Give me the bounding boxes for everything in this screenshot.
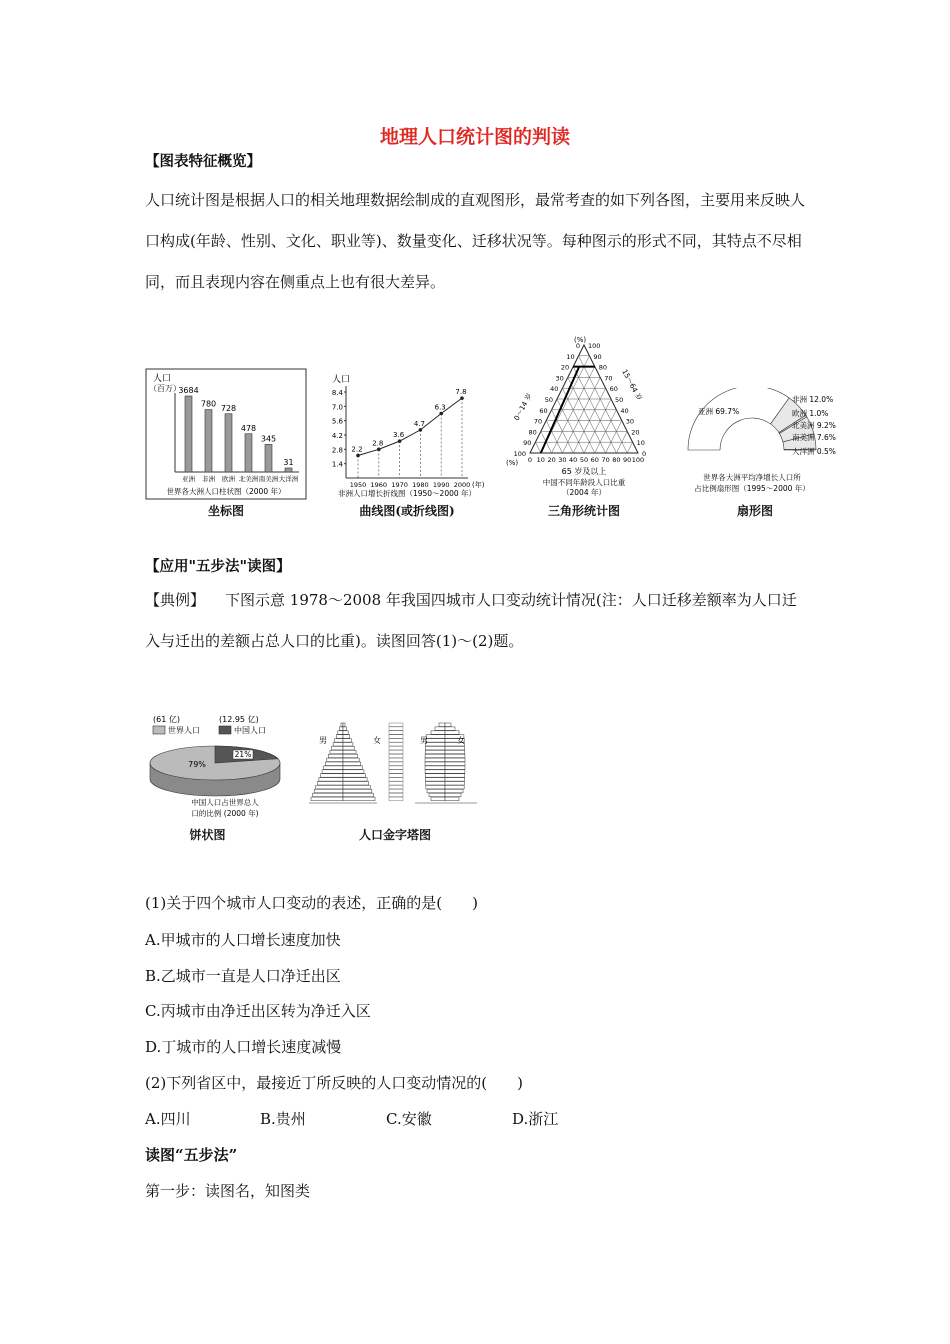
tri-tick-right-9: 10 xyxy=(636,439,645,448)
tri-tick-left-3: 30 xyxy=(555,374,564,383)
pyr2-female-bar-6 xyxy=(445,746,465,750)
tri-tick-bottom-3: 30 xyxy=(558,456,567,464)
overview-paragraph: 人口统计图是根据人口的相关地理数据绘制成的直观图形，最常考查的如下列各图，主要用来反映人口构成(年龄、性别、文化、职业等)、数量变化、迁移状况等。每种图示的形式不同，其特点不尽相同，而且表现内容在侧重点上也有很大差异。 xyxy=(145,191,806,291)
pyr2-female-bar-2 xyxy=(445,731,459,735)
tri-tick-bottom-0: 0 xyxy=(527,456,533,464)
pyr1-male-bar-10 xyxy=(325,762,343,766)
fan-label-0: 亚洲 69.7% xyxy=(698,407,740,416)
pyr-age-cell-11 xyxy=(389,766,403,770)
pyr1-male-bar-7 xyxy=(330,750,343,754)
q1-option-d: D.丁城市的人口增长速度减慢 xyxy=(145,1038,342,1056)
pyr2-male-bar-7 xyxy=(425,750,445,754)
pie-world-count: (61 亿) xyxy=(153,715,180,724)
line-ytick-0: 8.4 xyxy=(331,389,343,397)
tri-tick-left-0: 0 xyxy=(575,342,580,350)
triangle-title: 中国不同年龄段人口比重 xyxy=(542,478,626,487)
bar-category-5: 大洋洲 xyxy=(278,475,299,483)
line-ytick-4: 2.8 xyxy=(331,446,343,455)
pyr-age-cell-13 xyxy=(389,774,403,778)
pyr2-male-bar-9 xyxy=(425,758,445,762)
tri-grid-r-5 xyxy=(584,399,611,453)
pyr2-male-bar-10 xyxy=(425,762,445,766)
triangle-year: （2004 年） xyxy=(562,488,606,497)
bar-value-1: 780 xyxy=(200,399,217,409)
pyr1-female-bar-3 xyxy=(343,735,350,739)
pyr-age-cell-2 xyxy=(389,731,403,735)
fan-label-3: 北美洲 9.2% xyxy=(792,421,836,430)
pyr-age-cell-19 xyxy=(389,797,403,801)
pyr2-female-bar-17 xyxy=(445,789,463,793)
tri-tick-right-6: 40 xyxy=(620,406,629,415)
pyramid-chart xyxy=(305,713,490,813)
line-label-1: 2.8 xyxy=(372,439,384,448)
pyr1-male-bar-3 xyxy=(336,735,343,739)
pyr1-female-bar-0 xyxy=(343,723,345,727)
line-point-4 xyxy=(439,412,443,416)
fan-label-5: 大洋洲 0.5% xyxy=(792,447,836,456)
bar-category-3: 北美洲 xyxy=(238,475,259,483)
triangle-axis-left: 0～14 岁 xyxy=(512,392,534,422)
pyr1-female-bar-18 xyxy=(343,793,373,797)
fan-caption: 扇形图 xyxy=(736,504,773,518)
pyr-age-cell-1 xyxy=(389,727,403,731)
example-label: 【典例】 xyxy=(145,591,206,609)
line-ytick-2: 5.6 xyxy=(331,417,343,426)
pyr2-female-bar-18 xyxy=(445,793,461,797)
pyr1-male-bar-15 xyxy=(317,782,343,786)
line-xtick-3: 1980 xyxy=(412,481,429,489)
pyr2-male-bar-8 xyxy=(425,754,445,758)
pyr2-male-bar-3 xyxy=(426,735,445,739)
bar-caption: 坐标图 xyxy=(207,504,244,518)
q1-option-b: B.乙城市一直是人口净迁出区 xyxy=(145,967,341,985)
pyr2-male-bar-16 xyxy=(426,785,445,789)
pyr1-male-bar-16 xyxy=(316,785,343,789)
triangle-axis-right: 15～64 岁 xyxy=(620,368,644,403)
question-2: (2)下列省区中，最接近丁所反映的人口变动情况的( ) xyxy=(145,1074,523,1092)
pyr2-male-bar-4 xyxy=(426,739,445,743)
bar-value-5: 31 xyxy=(283,458,294,467)
pie-label-world: 79% xyxy=(188,760,206,769)
pie-caption: 饼状图 xyxy=(189,828,226,842)
pyr2-male-bar-13 xyxy=(425,774,445,778)
line-ytick-5: 1.4 xyxy=(331,460,343,469)
line-point-5 xyxy=(460,396,464,400)
tri-tick-right-10: 0 xyxy=(642,450,647,458)
pyr1-male-bar-18 xyxy=(313,793,343,797)
bar-3 xyxy=(245,434,252,472)
tri-grid-l-1 xyxy=(535,442,540,453)
line-xtick-2: 1970 xyxy=(391,481,408,489)
line-label-5: 7.8 xyxy=(455,388,467,397)
line-label-0: 2.2 xyxy=(351,445,363,454)
pie-legend-world: 世界人口 xyxy=(168,726,200,735)
line-xtick-5: 2000 xyxy=(453,481,471,489)
section-heading-overview: 【图表特征概览】 xyxy=(145,153,261,170)
tri-tick-right-4: 60 xyxy=(609,385,618,394)
fan-label-4: 南美洲 7.6% xyxy=(792,433,836,442)
bar-category-1: 非洲 xyxy=(202,475,215,483)
line-point-3 xyxy=(419,428,423,432)
pyr1-female-bar-17 xyxy=(343,789,372,793)
pyr-age-cell-12 xyxy=(389,770,403,774)
triangle-chart xyxy=(504,333,664,501)
line-caption: 曲线图(或折线图) xyxy=(359,504,455,518)
tri-tick-right-0: 100 xyxy=(588,342,601,350)
pyr2-female-bar-7 xyxy=(445,750,465,754)
question-1: (1)关于四个城市人口变动的表述，正确的是( ) xyxy=(145,894,478,912)
pyr-age-cell-15 xyxy=(389,782,403,786)
tri-tick-left-4: 40 xyxy=(550,385,559,394)
pie-legend-china: 中国人口 xyxy=(234,726,266,735)
tri-tick-left-8: 80 xyxy=(528,428,537,437)
pyr2-male-bar-2 xyxy=(431,731,445,735)
bar-ylabel: 人口 xyxy=(153,374,172,384)
pyr2-female-bar-8 xyxy=(445,754,465,758)
pyr2-female-bar-14 xyxy=(445,778,465,782)
fan-chart xyxy=(680,388,840,500)
pyr2-female-bar-0 xyxy=(445,723,451,727)
pyr1-male-bar-1 xyxy=(339,727,343,731)
tri-tick-right-7: 30 xyxy=(625,417,635,426)
line-ytick-3: 4.2 xyxy=(331,432,343,440)
tri-tick-bottom-6: 60 xyxy=(590,456,599,464)
pyr-age-cell-18 xyxy=(389,793,403,797)
pie-chart xyxy=(145,713,305,823)
pyr-age-cell-16 xyxy=(389,785,403,789)
pyr-age-cell-10 xyxy=(389,762,403,766)
pyr2-male-bar-14 xyxy=(425,778,445,782)
pie-title-line2: 口的比例 (2000 年) xyxy=(191,809,259,818)
pyr1-female-bar-11 xyxy=(343,766,362,770)
pyr1-male-bar-6 xyxy=(332,746,343,750)
fan-label-1: 非洲 12.0% xyxy=(792,395,834,404)
triangle-axis-bottom: 65 岁及以上 xyxy=(561,467,607,476)
bar-value-2: 728 xyxy=(220,403,237,413)
q2-option-b: B.贵州 xyxy=(260,1110,306,1128)
pyramid-male-1: 男 xyxy=(319,736,327,745)
pyr1-female-bar-14 xyxy=(343,778,367,782)
pyr1-male-bar-19 xyxy=(311,797,343,801)
line-point-2 xyxy=(398,439,402,443)
tri-tick-bottom-5: 50 xyxy=(579,456,589,464)
fan-title-line2: 占比例扇形图（1995～2000 年） xyxy=(694,484,810,493)
pyr1-male-bar-17 xyxy=(314,789,343,793)
pyr1-female-bar-15 xyxy=(343,782,369,786)
pyr-age-cell-14 xyxy=(389,778,403,782)
q1-option-c: C.丙城市由净迁出区转为净迁入区 xyxy=(145,1002,371,1020)
fan-label-2: 欧洲 1.0% xyxy=(792,409,829,418)
tri-tick-right-5: 50 xyxy=(615,396,624,404)
pyr1-female-bar-5 xyxy=(343,743,353,747)
triangle-pct-top: (%) xyxy=(574,336,587,344)
tri-grid-r-7 xyxy=(562,377,600,453)
pyr1-male-bar-4 xyxy=(335,739,343,743)
q2-option-d: D.浙江 xyxy=(512,1110,559,1128)
pyr2-male-bar-5 xyxy=(426,743,445,747)
pyr-age-cell-7 xyxy=(389,750,403,754)
line-xtick-0: 1950 xyxy=(349,481,367,489)
pyr1-male-bar-13 xyxy=(320,774,343,778)
tri-tick-bottom-2: 20 xyxy=(547,456,556,464)
tri-tick-left-9: 90 xyxy=(523,439,532,448)
q1-option-a: A.甲城市的人口增长速度加快 xyxy=(145,931,341,949)
tri-tick-bottom-4: 40 xyxy=(569,456,578,464)
bar-5 xyxy=(285,468,292,472)
bar-value-4: 345 xyxy=(260,434,277,444)
pyr2-female-bar-19 xyxy=(445,797,459,801)
pyr-age-cell-17 xyxy=(389,789,403,793)
pyr1-female-bar-2 xyxy=(343,731,348,735)
tri-tick-bottom-7: 70 xyxy=(601,456,610,464)
pyr2-female-bar-15 xyxy=(445,782,464,786)
bar-category-2: 欧洲 xyxy=(222,475,235,483)
tri-tick-left-2: 20 xyxy=(560,363,570,372)
pyr2-female-bar-12 xyxy=(445,770,465,774)
pyr1-male-bar-8 xyxy=(328,754,343,758)
pie-legend-world-swatch xyxy=(153,726,165,734)
pyr2-male-bar-17 xyxy=(427,789,445,793)
line-title: 非洲人口增长折线图（1950～2000 年） xyxy=(337,489,477,498)
pyr-age-cell-0 xyxy=(389,723,403,727)
line-xunit: (年) xyxy=(472,481,485,489)
line-xtick-1: 1960 xyxy=(370,481,388,489)
line-label-4: 6.3 xyxy=(434,403,446,412)
pyr2-male-bar-0 xyxy=(439,723,445,727)
bar-yunit: （百万） xyxy=(149,384,181,393)
pyr1-female-bar-19 xyxy=(343,797,375,801)
pie-china-count: (12.95 亿) xyxy=(219,715,259,724)
tri-tick-right-2: 80 xyxy=(598,363,608,372)
line-label-2: 3.6 xyxy=(393,431,405,440)
pyramid-female-2: 女 xyxy=(457,736,465,745)
pyr2-female-bar-1 xyxy=(445,727,455,731)
q2-option-a: A.四川 xyxy=(145,1110,191,1128)
tri-tick-right-1: 90 xyxy=(593,352,602,361)
pyr1-female-bar-12 xyxy=(343,770,364,774)
bar-4 xyxy=(265,444,272,472)
triangle-pct-left: (%) xyxy=(506,459,519,467)
pyr1-female-bar-10 xyxy=(343,762,361,766)
tri-tick-left-7: 70 xyxy=(533,417,543,426)
line-point-1 xyxy=(377,448,381,452)
q2-option-c: C.安徽 xyxy=(386,1110,432,1128)
pyr1-female-bar-13 xyxy=(343,774,366,778)
pyr2-male-bar-1 xyxy=(435,727,445,731)
triangle-caption: 三角形统计图 xyxy=(547,504,620,518)
bar-chart xyxy=(145,368,307,500)
step-1: 第一步：读图名，知图类 xyxy=(145,1182,311,1200)
tri-tick-bottom-8: 80 xyxy=(612,456,621,464)
line-chart xyxy=(322,372,492,500)
pyr2-female-bar-11 xyxy=(445,766,465,770)
tri-tick-bottom-1: 10 xyxy=(536,456,545,464)
pyr1-female-bar-6 xyxy=(343,746,354,750)
pyr1-male-bar-12 xyxy=(322,770,343,774)
tri-grid-l-7 xyxy=(568,377,606,453)
tri-tick-right-3: 70 xyxy=(604,374,613,383)
pyr-age-cell-8 xyxy=(389,754,403,758)
pyramid-caption: 人口金字塔图 xyxy=(358,828,431,842)
tri-tick-bottom-10: 100 xyxy=(631,456,645,464)
tri-grid-r-1 xyxy=(627,442,632,453)
tri-tick-right-8: 20 xyxy=(631,428,640,437)
pyr1-female-bar-8 xyxy=(343,754,358,758)
page-title: 地理人口统计图的判读 xyxy=(379,126,570,148)
pyr-age-cell-4 xyxy=(389,739,403,743)
pie-legend-china-swatch xyxy=(219,726,231,734)
line-ytick-1: 7.0 xyxy=(331,403,343,412)
pyr1-male-bar-0 xyxy=(341,723,343,727)
pie-label-china: 21% xyxy=(234,750,252,759)
pyr-age-cell-9 xyxy=(389,758,403,762)
section-heading-five-step: 【应用"五步法"读图】 xyxy=(145,558,291,575)
pyramid-female-1: 女 xyxy=(373,736,381,745)
pyr2-male-bar-6 xyxy=(425,746,445,750)
pyr2-male-bar-18 xyxy=(429,793,445,797)
tri-tick-left-10: 100 xyxy=(513,450,526,458)
bar-title: 世界各大洲人口柱状图（2000 年） xyxy=(166,487,286,496)
example-text: 下图示意 1978～2008 年我国四城市人口变动统计情况(注：人口迁移差额率为人口迁入与迁出的差额占总人口的比重)。读图回答(1)～(2)题。 xyxy=(145,591,797,650)
line-label-3: 4.7 xyxy=(413,419,425,428)
bar-value-0: 3684 xyxy=(178,386,199,395)
bar-2 xyxy=(225,414,232,472)
pyr1-male-bar-14 xyxy=(319,778,343,782)
tri-tick-left-6: 60 xyxy=(539,406,548,415)
pyr2-female-bar-13 xyxy=(445,774,465,778)
pyr1-female-bar-9 xyxy=(343,758,359,762)
fan-title-line1: 世界各大洲平均净增长人口所 xyxy=(703,473,801,482)
example-paragraph xyxy=(145,580,810,662)
pyr1-male-bar-2 xyxy=(338,731,343,735)
pyr1-female-bar-7 xyxy=(343,750,356,754)
pyr-age-cell-5 xyxy=(389,743,403,747)
pyr2-male-bar-12 xyxy=(425,770,445,774)
pyr2-female-bar-9 xyxy=(445,758,465,762)
pyr1-male-bar-11 xyxy=(324,766,343,770)
pyr-age-cell-3 xyxy=(389,735,403,739)
pyr1-male-bar-5 xyxy=(333,743,343,747)
tri-tick-left-1: 10 xyxy=(566,352,575,361)
bar-category-4: 南美洲 xyxy=(258,475,279,483)
pyr2-female-bar-16 xyxy=(445,785,464,789)
bar-1 xyxy=(205,410,212,472)
pyr1-female-bar-16 xyxy=(343,785,370,789)
bar-value-3: 478 xyxy=(240,423,257,433)
tri-tick-bottom-9: 90 xyxy=(623,456,632,464)
tri-tick-left-5: 50 xyxy=(544,396,553,404)
pyr2-male-bar-19 xyxy=(431,797,445,801)
five-step-heading: 读图“五步法” xyxy=(145,1146,238,1164)
pie-title-line1: 中国人口占世界总人 xyxy=(191,798,259,807)
pyr2-male-bar-11 xyxy=(425,766,445,770)
pyr1-female-bar-4 xyxy=(343,739,351,743)
pyr1-male-bar-9 xyxy=(327,758,343,762)
line-ylabel: 人口 xyxy=(332,375,351,385)
pyr2-male-bar-15 xyxy=(426,782,445,786)
bar-category-0: 亚洲 xyxy=(182,475,195,483)
pyr2-female-bar-10 xyxy=(445,762,465,766)
bar-0 xyxy=(185,396,192,472)
pyr1-female-bar-1 xyxy=(343,727,347,731)
pyramid-male-2: 男 xyxy=(420,736,428,745)
line-point-0 xyxy=(356,454,360,458)
pyr-age-cell-6 xyxy=(389,746,403,750)
line-xtick-4: 1990 xyxy=(432,481,450,489)
